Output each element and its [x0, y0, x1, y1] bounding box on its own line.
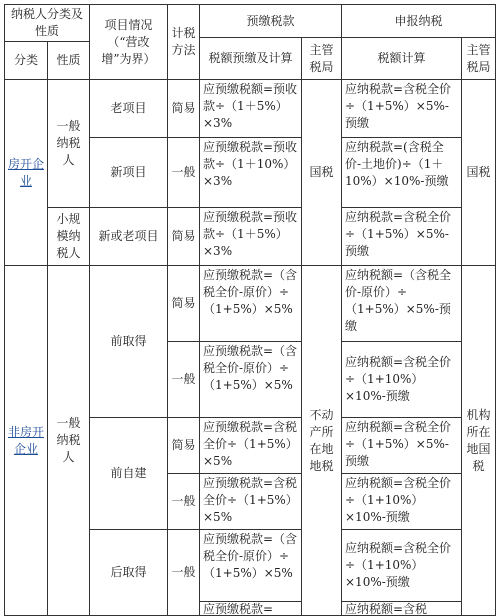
- nondev-declare-pre-acq-general: 应纳税额=含税全价÷（1+10%）×10%-预缴: [342, 342, 462, 418]
- nondev-category: 非房开企业: [4, 266, 48, 616]
- dev-small-taxpayer: 小规模纳税人: [48, 208, 90, 266]
- nondev-declare-post-acq: 应纳税额=含税全价÷（1+10%）×10%-预缴: [342, 530, 462, 602]
- nondev-declare-partial: 应纳税额=含税: [342, 602, 462, 616]
- nondev-pre-self-built: 前自建: [90, 418, 168, 530]
- dev-method-general: 一般: [168, 138, 200, 208]
- header-category: 分类: [4, 42, 48, 80]
- nondev-method-general-3: 一般: [168, 530, 200, 616]
- nondev-declare-bureau: 机构所在地国税: [462, 266, 496, 616]
- nondev-method-general-2: 一般: [168, 474, 200, 530]
- dev-category: 房开企业: [4, 80, 48, 266]
- dev-old-new-project: 新或老项目: [90, 208, 168, 266]
- nondev-general-taxpayer: 一般纳税人: [48, 266, 90, 616]
- header-taxpayer-type: 纳税人分类及性质: [4, 4, 90, 42]
- nondev-method-general-1: 一般: [168, 342, 200, 418]
- nondev-method-simple-1: 简易: [168, 266, 200, 342]
- nondev-prepay-pre-self-simple: 应预缴税款=含税全价÷（1+5%）×5%: [200, 418, 302, 474]
- nondev-prepay-pre-acq-general: 应预缴税款=（含税全价-原价）÷（1+5%）×5%: [200, 342, 302, 418]
- nondev-prepay-pre-acq-simple: 应预缴税款=（含税全价-原价）÷（1+5%）×5%: [200, 266, 302, 342]
- nondev-prepay-pre-self-general: 应预缴税款=含税全价÷（1+5%）×5%: [200, 474, 302, 530]
- dev-prepay-new: 应预缴税款=预收款÷（1＋10%）×3%: [200, 138, 302, 208]
- header-prepay: 预缴税款: [200, 4, 342, 38]
- dev-new-project: 新项目: [90, 138, 168, 208]
- dev-declare-old: 应纳税款=含税全价÷（1+5%）×5%-预缴: [342, 80, 462, 138]
- nondev-prepay-post-acq: 应预缴税款=（含税全价-原价）÷（1+5%）×5%: [200, 530, 302, 602]
- nondev-method-simple-2: 简易: [168, 418, 200, 474]
- header-tax-method: 计税方法: [168, 4, 200, 80]
- dev-method-simple: 简易: [168, 80, 200, 138]
- header-declare-calc: 税额计算: [342, 38, 462, 80]
- nondev-pre-acquired: 前取得: [90, 266, 168, 418]
- dev-declare-bureau: 国税: [462, 80, 496, 266]
- dev-old-project: 老项目: [90, 80, 168, 138]
- dev-general-taxpayer: 一般纳税人: [48, 80, 90, 208]
- header-prepay-calc: 税额预缴及计算: [200, 38, 302, 80]
- nondev-prepay-partial: 应预缴税款=: [200, 602, 302, 616]
- header-declare: 申报纳税: [342, 4, 496, 38]
- nondev-prepay-bureau: 不动产所在地地税: [302, 266, 342, 616]
- nondev-declare-pre-acq-simple: 应纳税额=（含税全价-原价）÷（1+5%）×5%-预缴: [342, 266, 462, 342]
- dev-method-simple-small: 简易: [168, 208, 200, 266]
- dev-prepay-small: 应预缴税款=预收款÷（1＋5%）×3%: [200, 208, 302, 266]
- dev-prepay-old: 应预缴税额=预收款÷（1＋5%）×3%: [200, 80, 302, 138]
- dev-declare-new: 应纳税款=(含税全价-土地价)÷（1＋10%）×10%-预缴: [342, 138, 462, 208]
- nondev-declare-pre-self-general: 应纳税额=含税全价÷（1+10%）×10%-预缴: [342, 474, 462, 530]
- dev-prepay-bureau: 国税: [302, 80, 342, 266]
- header-competent-bureau-1: 主管税局: [302, 38, 342, 80]
- header-competent-bureau-2: 主管税局: [462, 38, 496, 80]
- header-nature: 性质: [48, 42, 90, 80]
- dev-declare-small: 应纳税款=含税全价÷（1+5%）×5%-预缴: [342, 208, 462, 266]
- nondev-declare-pre-self-simple: 应纳税额=含税全价÷（1+5%）×5%-预缴: [342, 418, 462, 474]
- header-project-status: 项目情况（“营改增”为界）: [90, 4, 168, 80]
- nondev-post-acquired: 后取得: [90, 530, 168, 616]
